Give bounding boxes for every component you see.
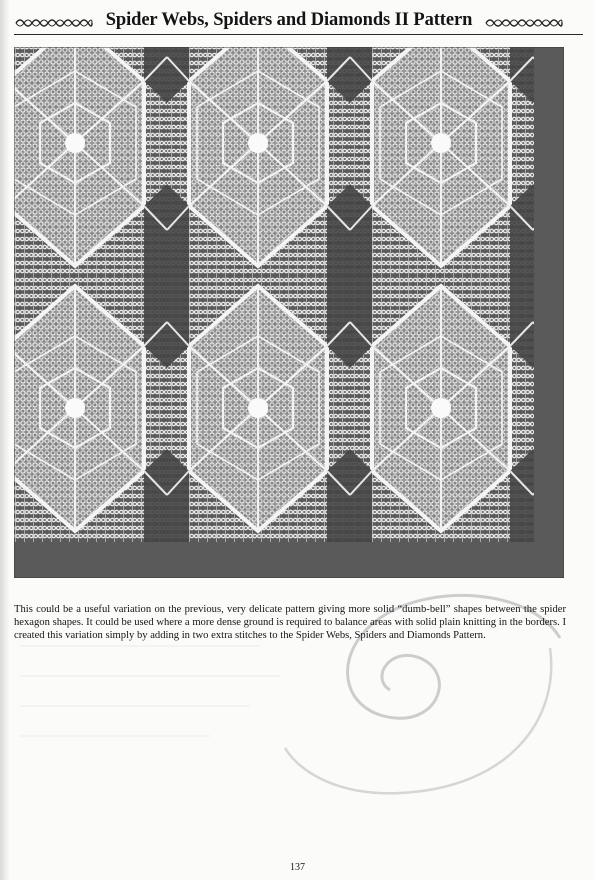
pattern-description: This could be a useful variation on the previous, very delicate pattern giving more solid “dumb-bell” shapes between the spider hexagon shapes. It could be used where a more dense ground is required to balance areas with solid plain knitting in the borders. I created this variation simply by adding in two extra stitches to the Spider Webs, Spiders and Diamonds Pattern. xyxy=(14,604,566,641)
lace-knitting-image xyxy=(14,47,564,578)
show-through-text-ghost xyxy=(20,640,300,750)
page-binding-edge xyxy=(0,0,10,880)
lace-pattern-photo xyxy=(14,47,564,578)
wave-flourish-icon xyxy=(484,16,564,30)
page-title: Spider Webs, Spiders and Diamonds II Pattern xyxy=(105,10,473,30)
page-header xyxy=(0,8,595,36)
wave-flourish-icon xyxy=(14,16,94,30)
page-number: 137 xyxy=(290,862,305,873)
header-rule xyxy=(14,34,583,35)
